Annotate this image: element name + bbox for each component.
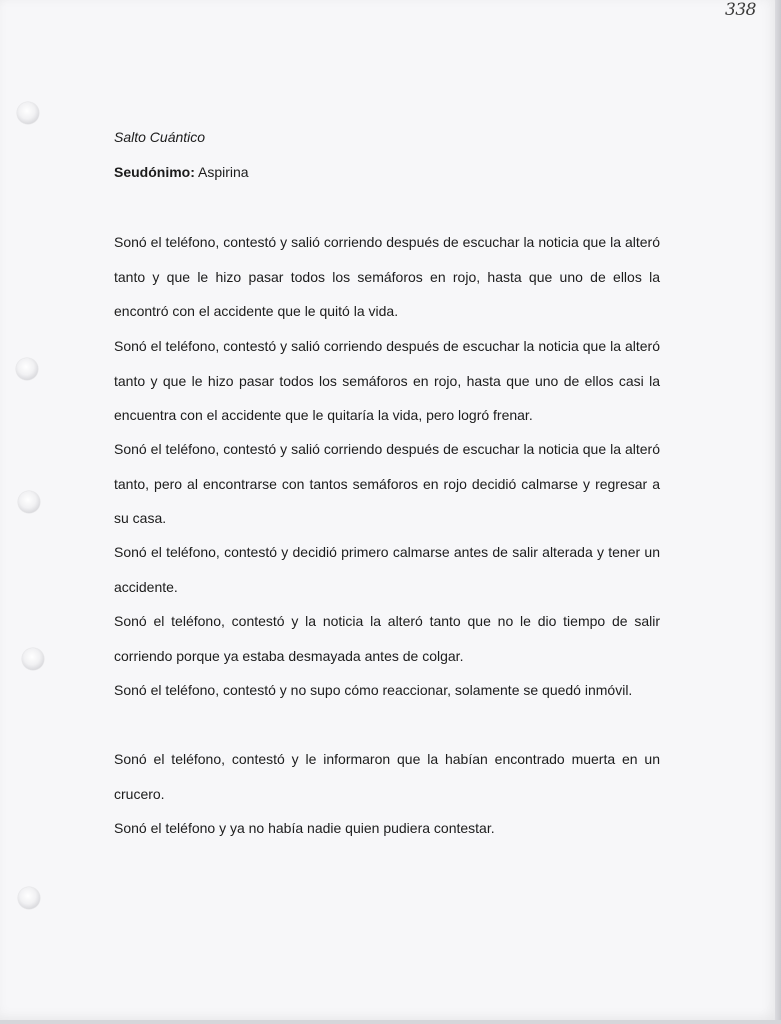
- page-number: 338: [725, 0, 756, 20]
- punch-hole: [17, 102, 39, 124]
- punch-hole: [18, 491, 40, 513]
- paragraph: Sonó el teléfono y ya no había nadie quien pudiera contestar.: [114, 820, 495, 836]
- punch-hole: [16, 358, 38, 380]
- paragraph: Sonó el teléfono, contestó y salió corriendo después de escuchar la noticia que la alteró tanto y que le hizo pasar todos los semáforos en rojo, hasta que uno de ellos casi la encuentra con el accidente que le quitaría la vida, pero logró frenar.: [114, 338, 660, 423]
- pseudonym-value: Aspirina: [194, 164, 249, 180]
- document-title: Salto Cuántico: [114, 129, 206, 145]
- pseudonym-label: Seudónimo:: [114, 164, 195, 180]
- punch-hole: [18, 887, 40, 909]
- page-edge-bottom: [0, 1020, 781, 1024]
- paragraph: Sonó el teléfono, contestó y le informaron que la habían encontrado muerta en un crucero.: [114, 751, 660, 802]
- paragraph: Sonó el teléfono, contestó y decidió primero calmarse antes de salir alterada y tener un accidente.: [114, 544, 660, 595]
- paragraph: Sonó el teléfono, contestó y no supo cómo reaccionar, solamente se quedó inmóvil.: [114, 682, 633, 698]
- paragraph: Sonó el teléfono, contestó y salió corriendo después de escuchar la noticia que la alteró tanto, pero al encontrarse con tantos semáforos en rojo decidió calmarse y regresar a su casa.: [114, 441, 660, 526]
- pseudonym-line: [114, 164, 249, 180]
- paragraph: Sonó el teléfono, contestó y salió corriendo después de escuchar la noticia que la alteró tanto y que le hizo pasar todos los semáforos en rojo, hasta que uno de ellos la encontró con el accidente que le quitó la vida.: [114, 234, 660, 319]
- punch-hole: [22, 648, 44, 670]
- paragraph: Sonó el teléfono, contestó y la noticia la alteró tanto que no le dio tiempo de salir corriendo porque ya estaba desmayada antes de colgar.: [114, 613, 660, 664]
- page-edge-right: [775, 0, 781, 1024]
